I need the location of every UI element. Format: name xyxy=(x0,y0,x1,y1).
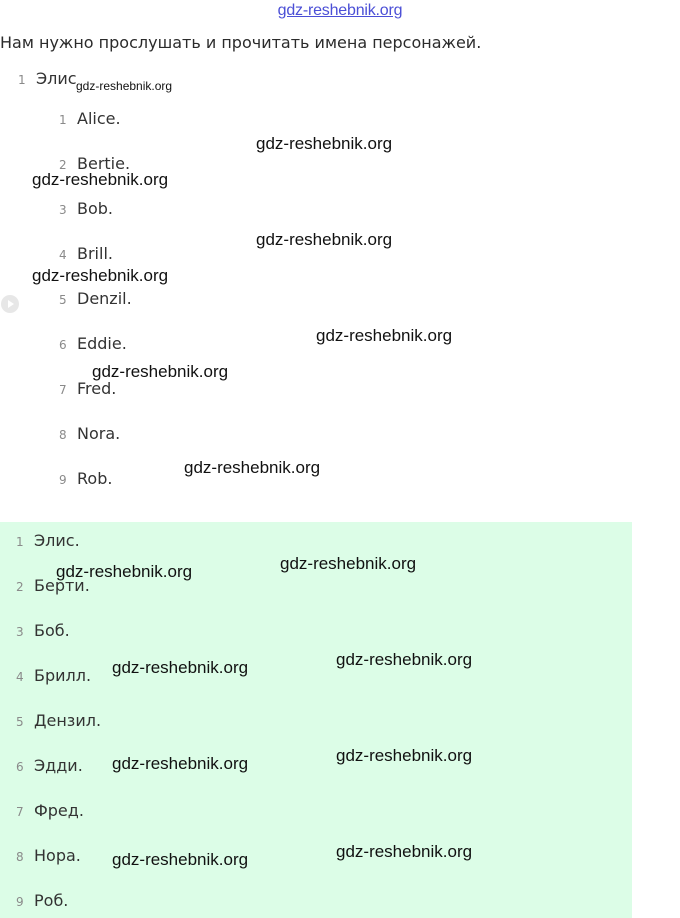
list-item xyxy=(59,423,120,445)
watermark: gdz-reshebnik.org xyxy=(32,170,169,189)
list-item xyxy=(59,198,113,220)
item-text: Элис. xyxy=(34,531,80,550)
item-number: 6 xyxy=(16,760,24,774)
item-number: 5 xyxy=(59,293,67,307)
item-number: 4 xyxy=(16,670,24,684)
item-number: 9 xyxy=(16,895,24,909)
play-icon[interactable] xyxy=(1,295,19,313)
list-item xyxy=(16,710,101,732)
item-number: 1 xyxy=(18,73,26,87)
item-number: 9 xyxy=(59,473,67,487)
list-item xyxy=(16,530,80,552)
watermark: gdz-reshebnik.org xyxy=(280,554,417,573)
watermark: gdz-reshebnik.org xyxy=(32,266,169,285)
list-item xyxy=(16,755,83,777)
site-header-link[interactable]: gdz-reshebnik.org xyxy=(277,2,403,19)
item-number: 8 xyxy=(59,428,67,442)
item-number: 3 xyxy=(16,625,24,639)
watermark: gdz-reshebnik.org xyxy=(56,562,193,581)
watermark: gdz-reshebnik.org xyxy=(256,230,393,249)
item-number: 8 xyxy=(16,850,24,864)
watermark: gdz-reshebnik.org xyxy=(76,79,173,93)
item-text: Дензил. xyxy=(34,711,102,730)
watermark: gdz-reshebnik.org xyxy=(184,458,321,477)
list-item xyxy=(16,845,81,867)
watermark: gdz-reshebnik.org xyxy=(112,658,249,677)
item-number: 2 xyxy=(16,580,24,594)
item-text: Фред. xyxy=(34,801,84,820)
item-text: Bertie. xyxy=(77,154,131,173)
watermark: gdz-reshebnik.org xyxy=(112,754,249,773)
list-item xyxy=(59,243,113,265)
item-text: Denzil. xyxy=(77,289,132,308)
watermark: gdz-reshebnik.org xyxy=(256,134,393,153)
item-text: Brill. xyxy=(77,244,113,263)
task-instruction: Нам нужно прослушать и прочитать имена персонажей. xyxy=(0,33,482,52)
item-text: Берти. xyxy=(34,576,90,595)
list-item xyxy=(16,800,84,822)
watermark: gdz-reshebnik.org xyxy=(336,746,473,765)
item-number: 7 xyxy=(59,383,67,397)
item-number: 2 xyxy=(59,158,67,172)
watermark: gdz-reshebnik.org xyxy=(112,850,249,869)
item-text: Eddie. xyxy=(77,334,127,353)
item-text: Боб. xyxy=(34,621,70,640)
list-item xyxy=(59,288,132,310)
watermark: gdz-reshebnik.org xyxy=(92,362,229,381)
watermark: gdz-reshebnik.org xyxy=(336,842,473,861)
list-item xyxy=(16,620,70,642)
list-item xyxy=(59,108,121,130)
item-text: Элис xyxy=(36,69,77,88)
item-number: 1 xyxy=(16,535,24,549)
item-text: Роб. xyxy=(34,891,69,910)
list-item xyxy=(59,468,112,490)
item-number: 5 xyxy=(16,715,24,729)
item-number: 1 xyxy=(59,113,67,127)
item-text: Nora. xyxy=(77,424,121,443)
list-item xyxy=(16,890,68,912)
list-item xyxy=(59,333,127,355)
list-item xyxy=(16,665,91,687)
item-text: Fred. xyxy=(77,379,117,398)
item-number: 6 xyxy=(59,338,67,352)
item-text: Нора. xyxy=(34,846,81,865)
watermark: gdz-reshebnik.org xyxy=(336,650,473,669)
item-number: 3 xyxy=(59,203,67,217)
item-text: Alice. xyxy=(77,109,121,128)
item-text: Bob. xyxy=(77,199,114,218)
item-number: 4 xyxy=(59,248,67,262)
item-text: Эдди. xyxy=(34,756,83,775)
item-text: Rob. xyxy=(77,469,113,488)
item-text: Брилл. xyxy=(34,666,92,685)
item-number: 7 xyxy=(16,805,24,819)
watermark: gdz-reshebnik.org xyxy=(316,326,453,345)
list-item xyxy=(18,68,77,90)
